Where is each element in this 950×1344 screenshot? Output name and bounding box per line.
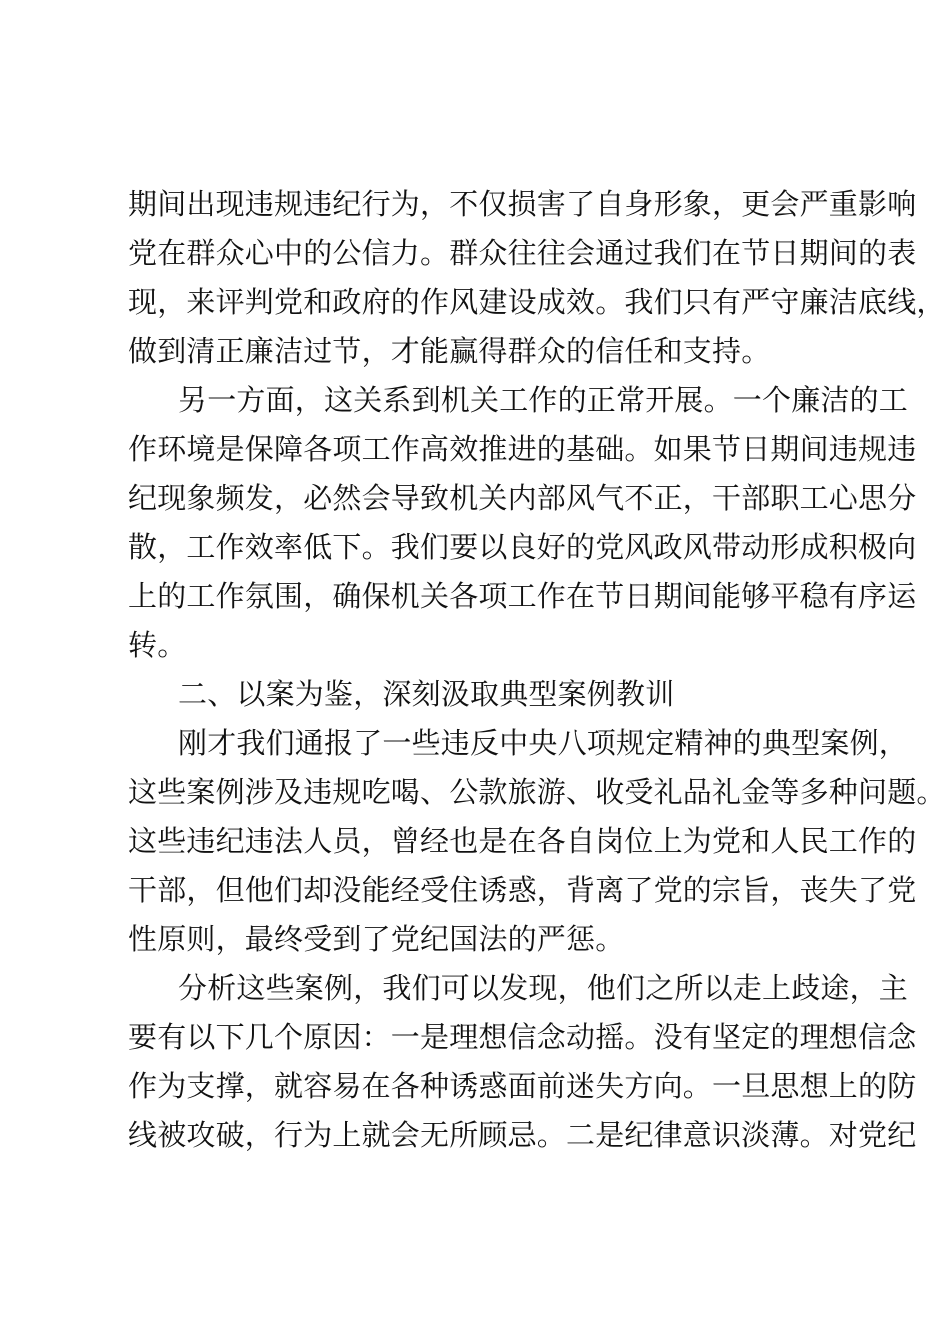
text-line: 干部，但他们却没能经受住诱惑，背离了党的宗旨，丧失了党	[128, 873, 917, 907]
text-line: 散，工作效率低下。我们要以良好的党风政风带动形成积极向	[128, 530, 917, 564]
paragraph-first-line: 刚才我们通报了一些违反中央八项规定精神的典型案例，	[178, 726, 909, 760]
text-line: 作为支撑，就容易在各种诱惑面前迷失方向。一旦思想上的防	[128, 1069, 917, 1103]
text-line: 做到清正廉洁过节，才能赢得群众的信任和支持。	[128, 334, 771, 368]
text-line: 线被攻破，行为上就会无所顾忌。二是纪律意识淡薄。对党纪	[128, 1118, 917, 1152]
text-line: 党在群众心中的公信力。群众往往会通过我们在节日期间的表	[128, 236, 917, 270]
document-body	[128, 180, 946, 1160]
text-line: 期间出现违规违纪行为，不仅损害了自身形象，更会严重影响	[128, 187, 917, 221]
text-line: 要有以下几个原因：一是理想信念动摇。没有坚定的理想信念	[128, 1020, 917, 1054]
section-heading: 二、以案为鉴，深刻汲取典型案例教训	[178, 677, 675, 711]
text-line: 这些案例涉及违规吃喝、公款旅游、收受礼品礼金等多种问题。	[128, 775, 946, 809]
text-line: 现，来评判党和政府的作风建设成效。我们只有严守廉洁底线，	[128, 285, 946, 319]
paragraph-first-line: 另一方面，这关系到机关工作的正常开展。一个廉洁的工	[178, 383, 909, 417]
text-line: 转。	[128, 628, 187, 662]
text-line: 这些违纪违法人员，曾经也是在各自岗位上为党和人民工作的	[128, 824, 917, 858]
text-line: 纪现象频发，必然会导致机关内部风气不正，干部职工心思分	[128, 481, 917, 515]
text-line: 性原则，最终受到了党纪国法的严惩。	[128, 922, 625, 956]
text-line: 作环境是保障各项工作高效推进的基础。如果节日期间违规违	[128, 432, 917, 466]
text-line: 上的工作氛围，确保机关各项工作在节日期间能够平稳有序运	[128, 579, 917, 613]
paragraph-first-line: 分析这些案例，我们可以发现，他们之所以走上歧途，主	[178, 971, 909, 1005]
